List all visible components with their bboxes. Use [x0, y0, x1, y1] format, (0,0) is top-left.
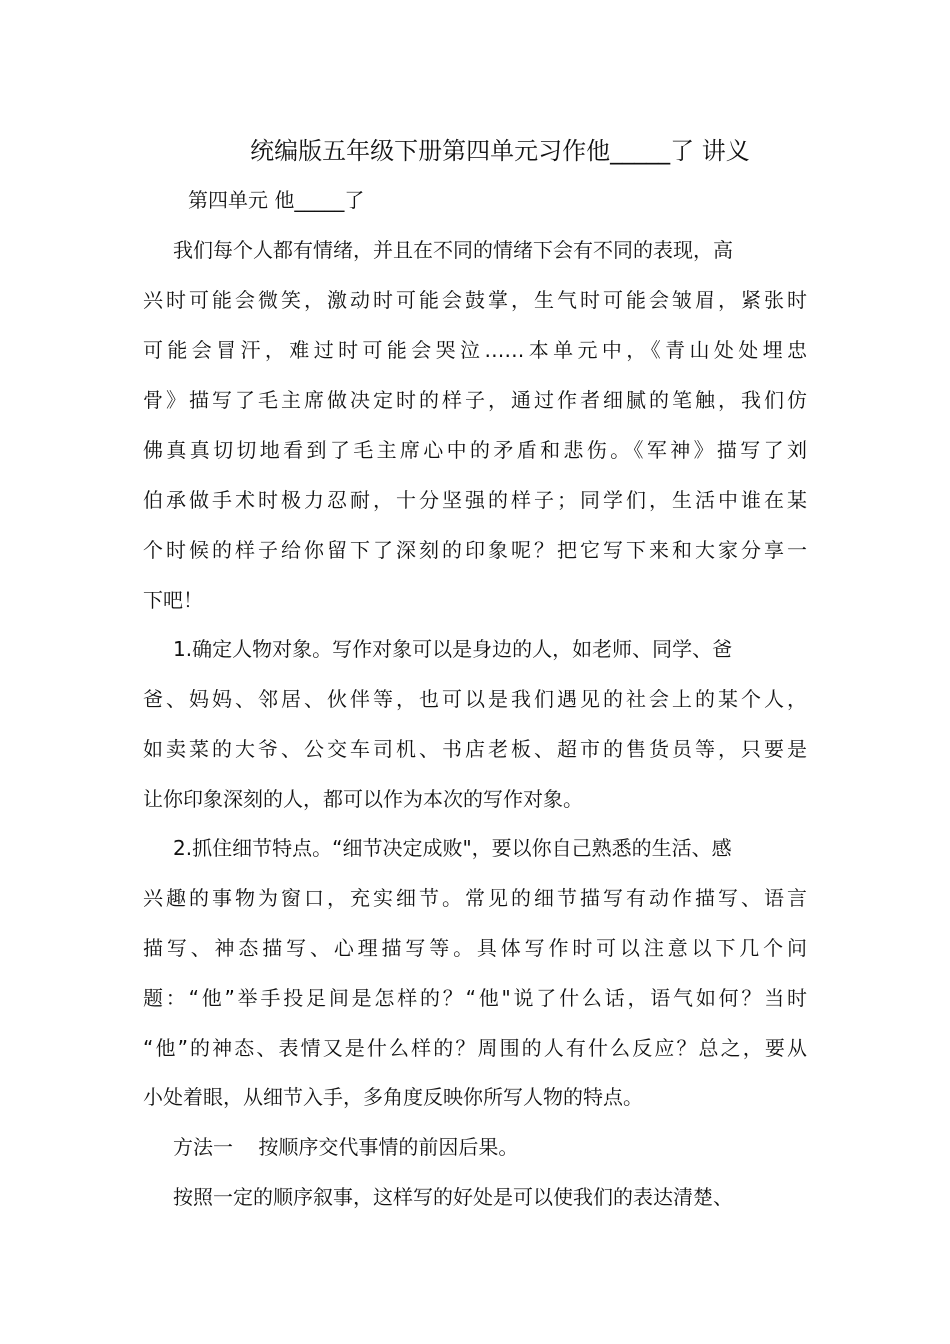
paragraph-line: 我们每个人都有情绪，并且在不同的情绪下会有不同的表现，高 [173, 238, 733, 262]
paragraph-line: 2.抓住细节特点。“细节决定成败"，要以你自己熟悉的生活、感 [173, 836, 732, 860]
document-title: 统编版五年级下册第四单元习作他_____了 讲义 [250, 137, 750, 165]
unit-subtitle: 第四单元 他_____了 [188, 188, 365, 212]
paragraph-line: 按照一定的顺序叙事，这样写的好处是可以使我们的表达清楚、 [173, 1185, 733, 1209]
paragraph-line: 佛真真切切地看到了毛主席心中的矛盾和悲伤。《军神》描写了刘 [143, 438, 807, 462]
paragraph-line: 个时候的样子给你留下了深刻的印象呢？把它写下来和大家分享一 [143, 538, 807, 562]
paragraph-line: 题：“他”举手投足间是怎样的？“他"说了什么话，语气如何？当时 [143, 986, 807, 1010]
paragraph-line: 兴时可能会微笑，激动时可能会鼓掌，生气时可能会皱眉，紧张时 [143, 288, 807, 312]
paragraph-line: 如卖菜的大爷、公交车司机、书店老板、超市的售货员等，只要是 [143, 737, 807, 761]
paragraph-line: 兴趣的事物为窗口，充实细节。常见的细节描写有动作描写、语言 [143, 886, 807, 910]
paragraph-line: 描写、神态描写、心理描写等。具体写作时可以注意以下几个问 [143, 936, 807, 960]
paragraph-line: 小处着眼，从细节入手，多角度反映你所写人物的特点。 [143, 1085, 643, 1109]
paragraph-line: “他”的神态、表情又是什么样的？周围的人有什么反应？总之，要从 [143, 1036, 807, 1060]
paragraph-line: 伯承做手术时极力忍耐，十分坚强的样子；同学们，生活中谁在某 [143, 488, 807, 512]
paragraph-line: 1.确定人物对象。写作对象可以是身边的人，如老师、同学、爸 [173, 637, 733, 661]
paragraph-line: 下吧！ [143, 588, 203, 612]
paragraph-line: 让你印象深刻的人，都可以作为本次的写作对象。 [143, 787, 583, 811]
paragraph-line: 爸、妈妈、邻居、伙伴等，也可以是我们遇见的社会上的某个人， [143, 687, 807, 711]
method-heading: 方法一 按顺序交代事情的前因后果。 [173, 1135, 519, 1159]
paragraph-line: 骨》描写了毛主席做决定时的样子，通过作者细腻的笔触，我们仿 [143, 388, 807, 412]
paragraph-line: 可能会冒汗，难过时可能会哭泣……本单元中，《青山处处埋忠 [143, 338, 807, 362]
